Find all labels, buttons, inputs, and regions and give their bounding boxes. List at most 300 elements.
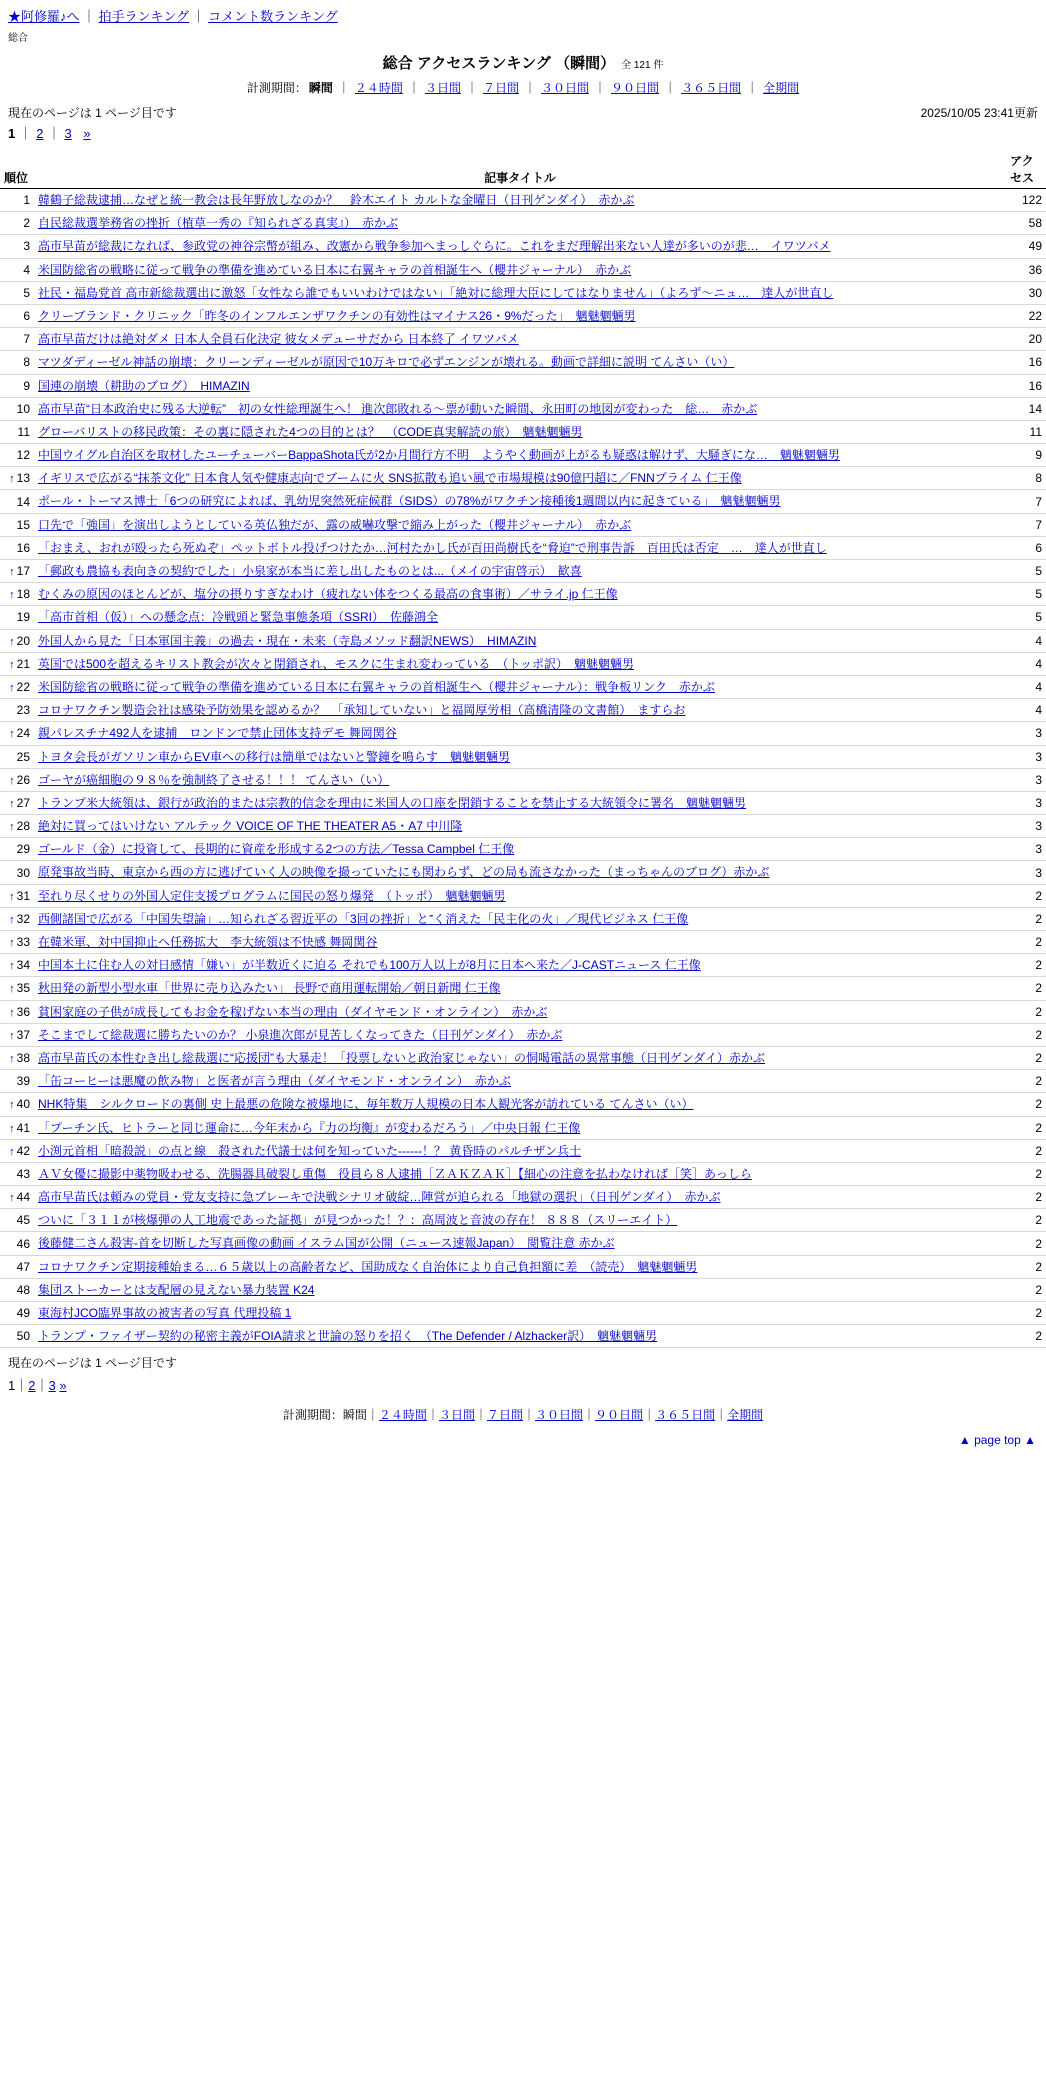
rank-number: 27 bbox=[16, 795, 30, 810]
period-bar-5: ｜ bbox=[594, 81, 607, 95]
rank-number: 9 bbox=[23, 378, 30, 393]
column-header-rank: 順位 bbox=[0, 150, 34, 189]
period-bar-b5: ｜ bbox=[583, 1408, 596, 1423]
period-bar-6: ｜ bbox=[664, 81, 677, 95]
rank-up-icon: ↑ bbox=[9, 589, 15, 602]
row-rank bbox=[0, 815, 34, 838]
article-title-link[interactable]: 国連の崩壊（耕助のブログ） HIMAZIN bbox=[38, 378, 250, 393]
row-access-count: 2 bbox=[1006, 1000, 1046, 1023]
rank-up-icon: ↑ bbox=[9, 1122, 15, 1135]
row-title-cell bbox=[34, 281, 1006, 304]
row-title-cell bbox=[34, 1302, 1006, 1325]
article-title-link[interactable]: 集団ストーカーとは支配層の見えない暴力装置 K24 bbox=[38, 1282, 315, 1297]
rank-number: 30 bbox=[16, 865, 30, 880]
row-access-count: 2 bbox=[1006, 1278, 1046, 1301]
period-3d-bottom[interactable]: ３日間 bbox=[438, 1408, 475, 1423]
pager-page-3-top[interactable]: 3 bbox=[64, 126, 72, 141]
period-current-top: 瞬間 bbox=[308, 81, 333, 95]
rank-number: 25 bbox=[16, 749, 30, 764]
row-title-cell bbox=[34, 699, 1006, 722]
rank-up-icon: ↑ bbox=[9, 473, 15, 486]
row-rank bbox=[0, 351, 34, 374]
article-title-link[interactable]: 小渕元首相「暗殺説」の点と線 殺された代議士は何を知っていた------！？ 黄昏時のパルチザン兵士 bbox=[38, 1143, 582, 1158]
pager-top bbox=[0, 121, 1046, 148]
row-title-cell bbox=[34, 189, 1006, 212]
row-rank bbox=[0, 629, 34, 652]
article-title-link[interactable]: ゴールド（金）に投資して、長期的に資産を形成する2つの方法／Tessa Campbel 仁王像 bbox=[38, 842, 515, 857]
row-access-count: 3 bbox=[1006, 791, 1046, 814]
article-title-link[interactable]: クリーブランド・クリニック「昨冬のインフルエンザワクチンの有効性はマイナス26・9%だった」 魑魅魍魎男 bbox=[38, 308, 636, 323]
table-row bbox=[0, 560, 1046, 583]
row-rank bbox=[0, 1023, 34, 1046]
row-rank bbox=[0, 745, 34, 768]
row-access-count: 16 bbox=[1006, 374, 1046, 397]
row-access-count: 3 bbox=[1006, 722, 1046, 745]
row-rank bbox=[0, 374, 34, 397]
article-title-link[interactable]: 在韓米軍、対中国抑止へ任務拡大 李大統領は不快感 舞岡関谷 bbox=[38, 935, 378, 949]
row-access-count: 4 bbox=[1006, 652, 1046, 675]
table-row bbox=[0, 768, 1046, 791]
table-row bbox=[0, 328, 1046, 351]
table-row bbox=[0, 304, 1046, 327]
rank-number: 37 bbox=[16, 1027, 30, 1042]
rank-up-icon: ↑ bbox=[9, 1145, 15, 1158]
pager-bar-b2: ｜ bbox=[35, 1378, 49, 1394]
article-title-link[interactable]: トヨタ会長がガソリン車からEV車への移行は簡単ではないと警鐘を鳴らす 魑魅魍魎男 bbox=[38, 749, 511, 764]
period-current-bottom: 瞬間 bbox=[342, 1408, 367, 1423]
period-all-bottom[interactable]: 全期間 bbox=[727, 1408, 764, 1423]
article-title-link[interactable]: 韓鶴子総裁逮捕…なぜと統一教会は長年野放しなのか？ 鈴木エイト カルトな金曜日（日刊ゲンダイ） 赤かぶ bbox=[38, 193, 635, 207]
article-title-link[interactable]: 後藤健二さん殺害-首を切断した写真画像の動画 イスラム国が公開（ニュース速報Japan） 閲覧注意 赤かぶ bbox=[38, 1236, 615, 1251]
row-title-cell bbox=[34, 745, 1006, 768]
nav-separator-2: ｜ bbox=[192, 9, 206, 24]
row-title-cell bbox=[34, 235, 1006, 258]
table-row bbox=[0, 1093, 1046, 1116]
row-access-count: 7 bbox=[1006, 513, 1046, 536]
column-header-title: 記事タイトル bbox=[34, 150, 1006, 189]
row-rank bbox=[0, 1162, 34, 1185]
row-access-count: 2 bbox=[1006, 1186, 1046, 1209]
row-rank bbox=[0, 931, 34, 954]
rank-number: 38 bbox=[16, 1051, 30, 1066]
rank-number: 47 bbox=[16, 1259, 30, 1274]
pager-bottom bbox=[0, 1371, 1046, 1396]
rank-number: 1 bbox=[23, 193, 30, 208]
period-365d-bottom[interactable]: ３６５日間 bbox=[655, 1408, 716, 1423]
article-title-link[interactable]: トランプ米大統領は、銀行が政治的または宗教的信念を理由に米国人の口座を閉鎖することを禁止する大統領令に署名 魑魅魍魎男 bbox=[38, 795, 747, 810]
article-title-link[interactable]: 中国本土に住む人の対日感情「嫌い」が半数近くに迫る それでも100万人以上が8月に日本へ来た／J-CASTニュース 仁王像 bbox=[38, 958, 701, 973]
table-row bbox=[0, 722, 1046, 745]
period-bar-2: ｜ bbox=[407, 81, 420, 95]
row-rank bbox=[0, 1278, 34, 1301]
article-title-link[interactable]: 原発事故当時、東京から西の方に逃げていく人の映像を撮っていたにも関わらず、どの局も流さなかった（まっちゃんのブログ）赤かぶ bbox=[38, 865, 770, 880]
table-row bbox=[0, 467, 1046, 490]
table-row bbox=[0, 861, 1046, 884]
row-access-count: 2 bbox=[1006, 1070, 1046, 1093]
row-title-cell bbox=[34, 907, 1006, 930]
period-selector-top bbox=[0, 79, 1046, 96]
rank-number: 35 bbox=[16, 981, 30, 996]
row-title-cell bbox=[34, 652, 1006, 675]
row-rank bbox=[0, 977, 34, 1000]
row-title-cell bbox=[34, 560, 1006, 583]
row-rank bbox=[0, 1000, 34, 1023]
row-rank bbox=[0, 513, 34, 536]
row-access-count: 30 bbox=[1006, 281, 1046, 304]
row-access-count: 2 bbox=[1006, 1302, 1046, 1325]
period-90d-top[interactable]: ９０日間 bbox=[611, 81, 660, 95]
row-rank bbox=[0, 1232, 34, 1255]
row-title-cell bbox=[34, 838, 1006, 861]
period-7d-top[interactable]: ７日間 bbox=[482, 81, 519, 95]
row-title-cell bbox=[34, 374, 1006, 397]
article-title-link[interactable]: 高市早苗氏は頼みの党員・党友支持に急ブレーキで決戦シナリオ破綻…陣営が迫られる「地獄の選択」（日刊ゲンダイ） 赤かぶ bbox=[38, 1190, 721, 1205]
rank-up-icon: ↑ bbox=[9, 566, 15, 579]
row-title-cell bbox=[34, 490, 1006, 513]
updated-timestamp: 2025/10/05 23:41更新 bbox=[920, 106, 1038, 120]
pager-current-top: 1 bbox=[8, 126, 16, 141]
period-24h-top[interactable]: ２４時間 bbox=[354, 81, 403, 95]
row-rank bbox=[0, 1209, 34, 1232]
rank-up-icon: ↑ bbox=[9, 1029, 15, 1042]
ranking-table bbox=[0, 150, 1046, 1348]
page-title-block bbox=[0, 52, 1046, 73]
row-access-count: 2 bbox=[1006, 1093, 1046, 1116]
row-title-cell bbox=[34, 212, 1006, 235]
rank-up-icon: ↑ bbox=[9, 1099, 15, 1112]
row-title-cell bbox=[34, 1232, 1006, 1255]
table-row bbox=[0, 513, 1046, 536]
pager-page-2-bottom[interactable]: 2 bbox=[28, 1378, 36, 1394]
row-access-count: 3 bbox=[1006, 838, 1046, 861]
article-title-link[interactable]: 東海村JCO臨界事故の被害者の写真 代理投稿 1 bbox=[38, 1306, 292, 1320]
table-row bbox=[0, 652, 1046, 675]
article-title-link[interactable]: 英国では500を超えるキリスト教会が次々と閉鎖され、モスクに生まれ変わっている （トッポ訳） 魑魅魍魎男 bbox=[38, 656, 635, 671]
pager-next-top[interactable]: » bbox=[83, 126, 91, 141]
article-title-link[interactable]: NHK特集 シルクロードの裏側 史上最悪の危険な被爆地に、毎年数万人規模の日本人観光客が訪れている てんさい（い） bbox=[38, 1097, 694, 1112]
rank-up-icon: ↑ bbox=[9, 1192, 15, 1205]
article-title-link[interactable]: イギリスで広がる“抹茶文化” 日本食人気や健康志向でブームに火 SNS拡散も追い風で市場規模は90億円超に／FNNプライム 仁王像 bbox=[38, 471, 742, 486]
rank-up-icon: ↑ bbox=[9, 821, 15, 834]
row-access-count: 3 bbox=[1006, 745, 1046, 768]
row-rank bbox=[0, 189, 34, 212]
row-access-count: 2 bbox=[1006, 1232, 1046, 1255]
row-access-count: 2 bbox=[1006, 954, 1046, 977]
row-rank bbox=[0, 397, 34, 420]
row-access-count: 4 bbox=[1006, 699, 1046, 722]
row-access-count: 4 bbox=[1006, 675, 1046, 698]
pager-bar-1: ｜ bbox=[19, 126, 33, 141]
period-365d-top[interactable]: ３６５日間 bbox=[681, 81, 742, 95]
article-title-link[interactable]: 社民・福島党首 高市新総裁選出に激怒「女性なら誰でもいいわけではない」「絶対に総理大臣にしてはなりません」（よろず〜ニュ… 達人が世直し bbox=[38, 285, 834, 300]
current-page-note-top: 現在のページは 1 ページ目です bbox=[8, 106, 177, 120]
rank-number: 23 bbox=[16, 703, 30, 718]
rank-up-icon: ↑ bbox=[9, 890, 15, 903]
article-title-link[interactable]: 「プーチン氏、ヒトラーと同じ運命に…今年末から『力の均衡』が変わるだろう」／中央日報 仁王像 bbox=[38, 1120, 581, 1135]
row-title-cell bbox=[34, 304, 1006, 327]
period-bar-7: ｜ bbox=[746, 81, 759, 95]
row-access-count: 14 bbox=[1006, 397, 1046, 420]
row-access-count: 3 bbox=[1006, 861, 1046, 884]
rank-number: 48 bbox=[16, 1282, 30, 1297]
row-title-cell bbox=[34, 791, 1006, 814]
row-access-count: 122 bbox=[1006, 189, 1046, 212]
table-header-row bbox=[0, 150, 1046, 189]
row-title-cell bbox=[34, 722, 1006, 745]
rank-number: 31 bbox=[16, 888, 30, 903]
rank-number: 2 bbox=[23, 216, 30, 231]
row-title-cell bbox=[34, 606, 1006, 629]
rank-number: 15 bbox=[16, 517, 30, 532]
row-access-count: 5 bbox=[1006, 560, 1046, 583]
rank-number: 44 bbox=[16, 1190, 30, 1205]
row-access-count: 5 bbox=[1006, 606, 1046, 629]
article-title-link[interactable]: 高市早苗が総裁になれば、参政党の神谷宗幣が組み、改憲から戦争参加へまっしぐらに。これをまだ理解出来ない人達が多いのが悲… イワツバメ bbox=[38, 239, 831, 254]
article-title-link[interactable]: 高市早苗氏の本性むき出し総裁選に“応援団”も大暴走！「投票しないと政治家じゃない」の恫喝電話の異常事態（日刊ゲンダイ）赤かぶ bbox=[38, 1050, 766, 1065]
period-3d-top[interactable]: ３日間 bbox=[424, 81, 461, 95]
table-row bbox=[0, 258, 1046, 281]
table-row bbox=[0, 699, 1046, 722]
period-7d-bottom[interactable]: ７日間 bbox=[486, 1408, 523, 1423]
rank-number: 41 bbox=[16, 1120, 30, 1135]
row-title-cell bbox=[34, 397, 1006, 420]
article-title-link[interactable]: グローバリストの移民政策：その裏に隠された4つの目的とは？ （CODE真実解読の旅） 魑魅魍魎男 bbox=[38, 424, 583, 439]
article-title-link[interactable]: コロナワクチン定期接種始まる…６５歳以上の高齢者など、国助成なく自治体により自己負担額に差 （読売） 魑魅魍魎男 bbox=[38, 1259, 698, 1274]
period-bar-b2: ｜ bbox=[426, 1408, 439, 1423]
total-count: 全 121 件 bbox=[621, 60, 664, 71]
row-rank bbox=[0, 467, 34, 490]
article-title-link[interactable]: 「高市首相（仮）」への懸念点：冷戦頭と緊急事態条項（SSRI） 佐藤鴻全 bbox=[38, 610, 439, 625]
row-access-count: 36 bbox=[1006, 258, 1046, 281]
article-title-link[interactable]: 自民総裁選挙務省の挫折（植草一秀の『知られざる真実』） 赤かぶ bbox=[38, 216, 399, 231]
row-rank bbox=[0, 652, 34, 675]
table-row bbox=[0, 1070, 1046, 1093]
row-access-count: 9 bbox=[1006, 444, 1046, 467]
row-rank bbox=[0, 444, 34, 467]
table-row bbox=[0, 1000, 1046, 1023]
row-title-cell bbox=[34, 513, 1006, 536]
row-title-cell bbox=[34, 1046, 1006, 1069]
row-access-count: 8 bbox=[1006, 467, 1046, 490]
article-title-link[interactable]: 高市早苗だけは絶対ダメ 日本人全員石化決定 彼女メデューサだから 日本終了 イワツバメ bbox=[38, 332, 519, 347]
rank-number: 39 bbox=[16, 1074, 30, 1089]
table-row bbox=[0, 954, 1046, 977]
article-title-link[interactable]: 秋田発の新型小型水車「世界に売り込みたい」 長野で商用運転開始／朝日新聞 仁王像 bbox=[38, 981, 501, 996]
rank-number: 42 bbox=[16, 1143, 30, 1158]
row-rank bbox=[0, 1325, 34, 1348]
article-title-link[interactable]: 高市早苗“日本政治史に残る大逆転” 初の女性総理誕生へ！ 進次郎敗れる〜票が動いた瞬間、永田町の地図が変わった 総… 赤かぶ bbox=[38, 401, 758, 416]
row-access-count: 2 bbox=[1006, 977, 1046, 1000]
table-row bbox=[0, 1046, 1046, 1069]
row-rank bbox=[0, 536, 34, 559]
table-row bbox=[0, 583, 1046, 606]
article-title-link[interactable]: 「郵政も農協も表向きの契約でした」小泉家が本当に差し出したものとは...（メイの宇宙啓示） 歓喜 bbox=[38, 564, 582, 578]
article-title-link[interactable]: 親パレスチナ492人を逮捕 ロンドンで禁止団体支持デモ 舞岡関谷 bbox=[38, 726, 397, 741]
row-access-count: 5 bbox=[1006, 583, 1046, 606]
row-title-cell bbox=[34, 629, 1006, 652]
article-title-link[interactable]: トランプ・ファイザー契約の秘密主義がFOIA請求と世論の怒りを招く （The Defender / Alzhacker訳） 魑魅魍魎男 bbox=[38, 1329, 658, 1344]
rank-number: 28 bbox=[16, 819, 30, 834]
row-rank bbox=[0, 490, 34, 513]
row-rank bbox=[0, 328, 34, 351]
rank-up-icon: ↑ bbox=[9, 913, 15, 926]
pager-next-bottom[interactable]: » bbox=[59, 1378, 67, 1394]
pager-bar-2: ｜ bbox=[47, 126, 61, 141]
rank-number: 50 bbox=[16, 1329, 30, 1344]
period-90d-bottom[interactable]: ９０日間 bbox=[595, 1408, 644, 1423]
row-rank bbox=[0, 907, 34, 930]
table-row bbox=[0, 1162, 1046, 1185]
page-top-link[interactable]: ▲ page top ▲ bbox=[958, 1433, 1036, 1448]
row-title-cell bbox=[34, 1116, 1006, 1139]
pager-bar-b1: ｜ bbox=[15, 1378, 29, 1394]
row-rank bbox=[0, 861, 34, 884]
top-navigation bbox=[0, 0, 1046, 29]
row-rank bbox=[0, 606, 34, 629]
pager-page-2-top[interactable]: 2 bbox=[36, 126, 44, 141]
article-title-link[interactable]: 口先で「強国」を演出しようとしている英仏独だが、露の威嚇攻撃で縮み上がった（櫻井ジャーナル） 赤かぶ bbox=[38, 517, 632, 532]
breadcrumb: 総合 bbox=[8, 33, 28, 44]
row-title-cell bbox=[34, 931, 1006, 954]
period-bar-b1: ｜ bbox=[366, 1408, 379, 1423]
row-rank bbox=[0, 954, 34, 977]
row-access-count: 7 bbox=[1006, 490, 1046, 513]
row-access-count: 2 bbox=[1006, 1139, 1046, 1162]
article-title-link[interactable]: 米国防総省の戦略に従って戦争の準備を進めている日本に右翼キャラの首相誕生へ（櫻井ジャーナル）：戦争板リンク 赤かぶ bbox=[38, 679, 715, 694]
row-access-count: 2 bbox=[1006, 907, 1046, 930]
nav-comment-ranking-link[interactable]: コメント数ランキング bbox=[208, 9, 338, 24]
row-title-cell bbox=[34, 1070, 1006, 1093]
row-rank bbox=[0, 281, 34, 304]
row-rank bbox=[0, 1093, 34, 1116]
row-title-cell bbox=[34, 1000, 1006, 1023]
rank-number: 26 bbox=[16, 772, 30, 787]
rank-number: 6 bbox=[23, 309, 30, 324]
rank-number: 36 bbox=[16, 1004, 30, 1019]
row-access-count: 2 bbox=[1006, 1325, 1046, 1348]
nav-separator-1: ｜ bbox=[82, 9, 96, 24]
row-title-cell bbox=[34, 977, 1006, 1000]
article-title-link[interactable]: ついに「３１１が核爆弾の人工地震であった証拠」が見つかった！？：高周波と音波の存在！ ８８８（スリーエイト） bbox=[38, 1213, 678, 1228]
row-title-cell bbox=[34, 1093, 1006, 1116]
table-row bbox=[0, 397, 1046, 420]
rank-up-icon: ↑ bbox=[9, 774, 15, 787]
table-row bbox=[0, 675, 1046, 698]
row-title-cell bbox=[34, 1186, 1006, 1209]
rank-up-icon: ↑ bbox=[9, 797, 15, 810]
table-row bbox=[0, 931, 1046, 954]
table-row bbox=[0, 1116, 1046, 1139]
table-row bbox=[0, 1255, 1046, 1278]
row-rank bbox=[0, 583, 34, 606]
article-title-link[interactable]: そこまでして総裁選に勝ちたいのか？ 小泉進次郎が見苦しくなってきた（日刊ゲンダイ） 赤かぶ bbox=[38, 1027, 563, 1042]
table-row bbox=[0, 351, 1046, 374]
article-title-link[interactable]: ゴーヤが癌細胞の９８％を強制終了させる！！！ てんさい（い） bbox=[38, 772, 390, 787]
article-title-link[interactable]: コロナワクチン製造会社は感染予防効果を認めるか？ 「承知していない」と福岡厚労相（高橋清隆の文書館） ますらお bbox=[38, 703, 686, 718]
period-24h-bottom[interactable]: ２４時間 bbox=[378, 1408, 427, 1423]
table-row bbox=[0, 1186, 1046, 1209]
row-access-count: 22 bbox=[1006, 304, 1046, 327]
period-label-top: 計測期間： bbox=[246, 81, 307, 95]
table-row bbox=[0, 281, 1046, 304]
row-title-cell bbox=[34, 1255, 1006, 1278]
row-access-count: 11 bbox=[1006, 420, 1046, 443]
article-title-link[interactable]: 貧困家庭の子供が成長してもお金を稼げない本当の理由（ダイヤモンド・オンライン） 赤かぶ bbox=[38, 1004, 548, 1019]
row-title-cell bbox=[34, 1278, 1006, 1301]
article-title-link[interactable]: 「おまえ、おれが殴ったら死ぬぞ」ペットボトル投げつけたか…河村たかし氏が百田尚樹氏を“脅迫”で刑事告訴 百田氏は否定 … 達人が世直し bbox=[38, 540, 827, 555]
table-row bbox=[0, 977, 1046, 1000]
info-row bbox=[0, 96, 1046, 121]
row-title-cell bbox=[34, 884, 1006, 907]
rank-number: 14 bbox=[16, 494, 30, 509]
rank-number: 43 bbox=[16, 1166, 30, 1181]
period-all-top[interactable]: 全期間 bbox=[763, 81, 800, 95]
pager-current-bottom: 1 bbox=[8, 1378, 16, 1394]
row-rank bbox=[0, 791, 34, 814]
article-title-link[interactable]: むくみの原因のほとんどが、塩分の摂りすぎなわけ（疲れない体をつくる最高の食事術）／サライ.jp 仁王像 bbox=[38, 587, 618, 602]
article-title-link[interactable]: 西側諸国で広がる「中国失望論」…知られざる習近平の「3回の挫折」と־く消えた「民主化の火」／現代ビジネス 仁王像 bbox=[38, 911, 689, 926]
row-rank bbox=[0, 304, 34, 327]
rank-number: 16 bbox=[16, 540, 30, 555]
row-access-count: 4 bbox=[1006, 629, 1046, 652]
table-row bbox=[0, 1302, 1046, 1325]
row-rank bbox=[0, 1302, 34, 1325]
rank-number: 19 bbox=[16, 610, 30, 625]
article-title-link[interactable]: ポール・トーマス博士「6つの研究によれば、乳幼児突然死症候群（SIDS）の78%がワクチン接種後1週間以内に起きている」 魑魅魍魎男 bbox=[38, 494, 781, 509]
row-title-cell bbox=[34, 1209, 1006, 1232]
row-access-count: 20 bbox=[1006, 328, 1046, 351]
table-row bbox=[0, 1325, 1046, 1348]
period-bar-b6: ｜ bbox=[643, 1408, 656, 1423]
rank-up-icon: ↑ bbox=[9, 635, 15, 648]
current-page-note-bottom: 現在のページは 1 ページ目です bbox=[8, 1356, 177, 1371]
pager-bar-3 bbox=[76, 126, 80, 141]
article-title-link[interactable]: 米国防総省の戦略に従って戦争の準備を進めている日本に右翼キャラの首相誕生へ（櫻井ジャーナル） 赤かぶ bbox=[38, 262, 632, 277]
article-title-link[interactable]: 絶対に買ってはいけない アルテック VOICE OF THE THEATER A5・A7 中川隆 bbox=[38, 819, 463, 834]
rank-up-icon: ↑ bbox=[9, 682, 15, 695]
article-title-link[interactable]: ＡＶ女優に撮影中薬物吸わせる、洗腸器具破裂し重傷 役員ら８人逮捕［ＺＡＫＺＡＫ］【細心の注意を払わなければ［笑］あっしら bbox=[38, 1166, 752, 1181]
row-rank bbox=[0, 838, 34, 861]
article-title-link[interactable]: 外国人から見た「日本軍国主義」の過去・現在・未来（寺島メソッド翻訳NEWS） HIMAZIN bbox=[38, 633, 537, 648]
rank-number: 20 bbox=[16, 633, 30, 648]
rank-number: 21 bbox=[16, 656, 30, 671]
row-rank bbox=[0, 884, 34, 907]
article-title-link[interactable]: マツダディーゼル神話の崩壊：クリーンディーゼルが原因で10万キロで必ずエンジンが壊れる。動画で詳細に説明 てんさい（い） bbox=[38, 355, 735, 370]
row-rank bbox=[0, 1046, 34, 1069]
row-rank bbox=[0, 212, 34, 235]
row-title-cell bbox=[34, 258, 1006, 281]
nav-clap-ranking-link[interactable]: 拍手ランキング bbox=[98, 9, 190, 24]
row-title-cell bbox=[34, 583, 1006, 606]
rank-number: 4 bbox=[23, 262, 30, 277]
period-30d-bottom[interactable]: ３０日間 bbox=[535, 1408, 584, 1423]
nav-home-link[interactable]: ★阿修羅♪へ bbox=[8, 9, 80, 24]
rank-number: 7 bbox=[23, 332, 30, 347]
article-title-link[interactable]: 「缶コーヒーは悪魔の飲み物」と医者が言う理由（ダイヤモンド・オンライン） 赤かぶ bbox=[38, 1074, 511, 1089]
period-bar-b3: ｜ bbox=[474, 1408, 487, 1423]
row-title-cell bbox=[34, 1023, 1006, 1046]
period-30d-top[interactable]: ３０日間 bbox=[541, 81, 590, 95]
row-access-count: 6 bbox=[1006, 536, 1046, 559]
article-title-link[interactable]: 至れり尽くせりの外国人定住支援プログラムに国民の怒り爆発 （トッポ） 魑魅魍魎男 bbox=[38, 888, 506, 903]
article-title-link[interactable]: 中国ウイグル自治区を取材したユーチューバーBappaShota氏が2か月間行方不明 ようやく動画が上がるも疑惑は解けず、大騒ぎにな… 魑魅魍魎男 bbox=[38, 448, 840, 463]
rank-number: 17 bbox=[16, 564, 30, 579]
pager-page-3-bottom[interactable]: 3 bbox=[48, 1378, 56, 1394]
row-access-count: 3 bbox=[1006, 768, 1046, 791]
table-row bbox=[0, 235, 1046, 258]
table-row bbox=[0, 791, 1046, 814]
rank-number: 11 bbox=[17, 424, 30, 439]
